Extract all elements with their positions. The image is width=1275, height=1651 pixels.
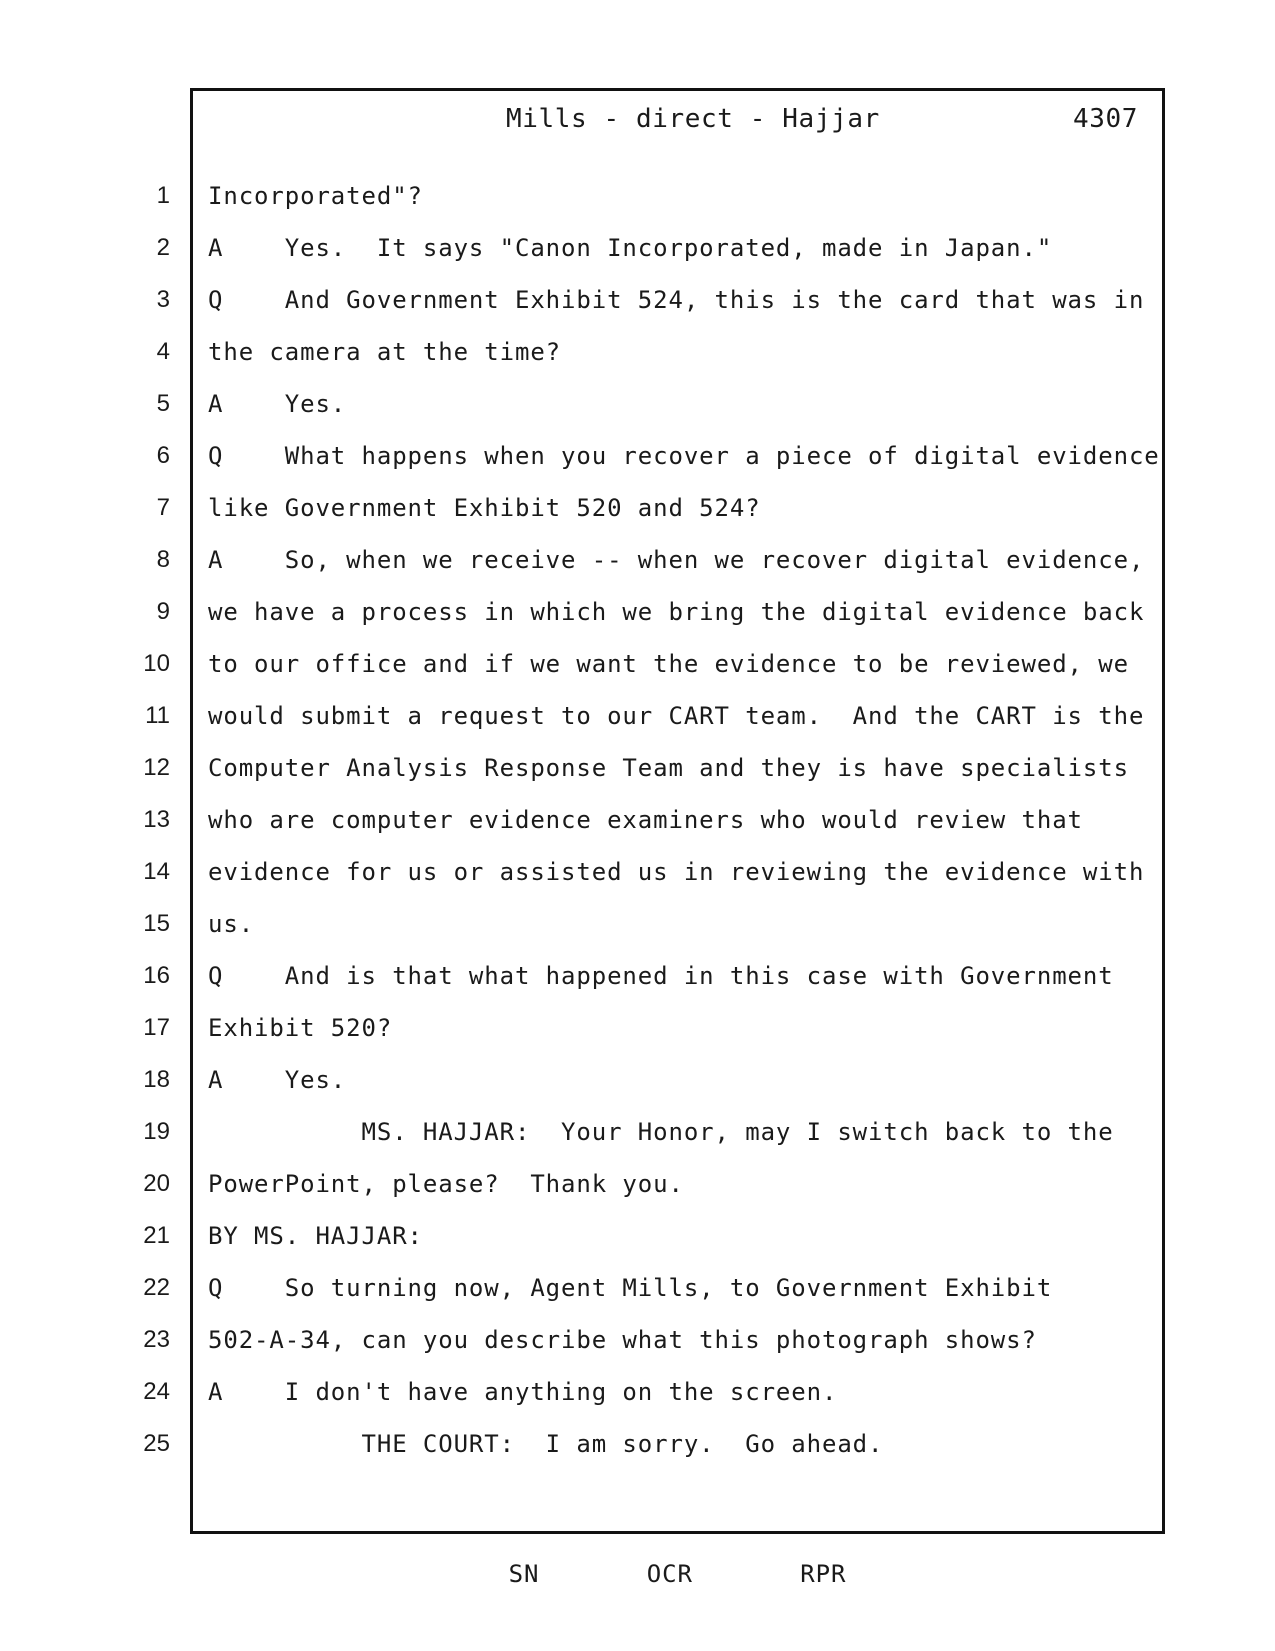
transcript-line: 502-A-34, can you describe what this photograph shows? xyxy=(208,1326,1037,1354)
line-number: 23 xyxy=(143,1326,170,1353)
transcript-line: Q And Government Exhibit 524, this is the card that was in xyxy=(208,286,1145,314)
line-number: 4 xyxy=(156,338,170,365)
transcript-line: would submit a request to our CART team. And the CART is the xyxy=(208,702,1145,730)
page-title: Mills - direct - Hajjar xyxy=(506,104,880,134)
transcript-line: A Yes. xyxy=(208,390,347,418)
line-number: 15 xyxy=(143,910,170,937)
transcript-line: we have a process in which we bring the digital evidence back xyxy=(208,598,1145,626)
line-number: 17 xyxy=(143,1014,170,1041)
line-number: 11 xyxy=(145,702,170,729)
transcript-line: Q And is that what happened in this case with Government xyxy=(208,962,1114,990)
line-number: 25 xyxy=(143,1430,170,1457)
transcript-line: Q So turning now, Agent Mills, to Government Exhibit xyxy=(208,1274,1053,1302)
transcript-line: Exhibit 520? xyxy=(208,1014,393,1042)
transcript-line: BY MS. HAJJAR: xyxy=(208,1222,423,1250)
transcript-line: MS. HAJJAR: Your Honor, may I switch back to the xyxy=(208,1118,1114,1146)
line-number: 20 xyxy=(143,1170,170,1197)
line-number: 10 xyxy=(143,650,170,677)
transcript-line: us. xyxy=(208,910,255,938)
line-number: 9 xyxy=(156,598,170,625)
line-number: 14 xyxy=(143,858,170,885)
transcript-line: A So, when we receive -- when we recover digital evidence, xyxy=(208,546,1145,574)
line-number: 3 xyxy=(156,286,170,313)
footer-reporter-initials xyxy=(190,1556,1165,1588)
transcript-line: evidence for us or assisted us in reviewing the evidence with xyxy=(208,858,1145,886)
line-number: 1 xyxy=(156,182,170,209)
transcript-line: A Yes. It says "Canon Incorporated, made in Japan." xyxy=(208,234,1053,262)
transcript-line: Q What happens when you recover a piece of digital evidence xyxy=(208,442,1160,470)
line-number: 2 xyxy=(156,234,170,261)
line-number: 6 xyxy=(156,442,170,469)
transcript-line: like Government Exhibit 520 and 524? xyxy=(208,494,761,522)
line-number: 7 xyxy=(156,494,170,521)
line-number: 22 xyxy=(143,1274,170,1301)
transcript-line: who are computer evidence examiners who would review that xyxy=(208,806,1083,834)
page-number: 4307 xyxy=(1073,104,1139,134)
line-number: 13 xyxy=(143,806,170,833)
transcript-line: A I don't have anything on the screen. xyxy=(208,1378,838,1406)
transcript-line: to our office and if we want the evidence to be reviewed, we xyxy=(208,650,1129,678)
transcript-line: THE COURT: I am sorry. Go ahead. xyxy=(208,1430,884,1458)
transcript-line: the camera at the time? xyxy=(208,338,562,366)
line-number: 18 xyxy=(143,1066,170,1093)
line-number: 8 xyxy=(156,546,170,573)
line-number: 21 xyxy=(143,1222,170,1249)
line-number: 24 xyxy=(143,1378,170,1405)
transcript-line: Computer Analysis Response Team and they is have specialists xyxy=(208,754,1129,782)
line-number: 12 xyxy=(143,754,170,781)
footer-text: SN OCR RPR xyxy=(508,1560,847,1588)
transcript-line: Incorporated"? xyxy=(208,182,423,210)
transcript-line: A Yes. xyxy=(208,1066,347,1094)
line-number: 16 xyxy=(143,962,170,989)
transcript-line: PowerPoint, please? Thank you. xyxy=(208,1170,684,1198)
line-number: 19 xyxy=(143,1118,170,1145)
line-number: 5 xyxy=(156,390,170,417)
